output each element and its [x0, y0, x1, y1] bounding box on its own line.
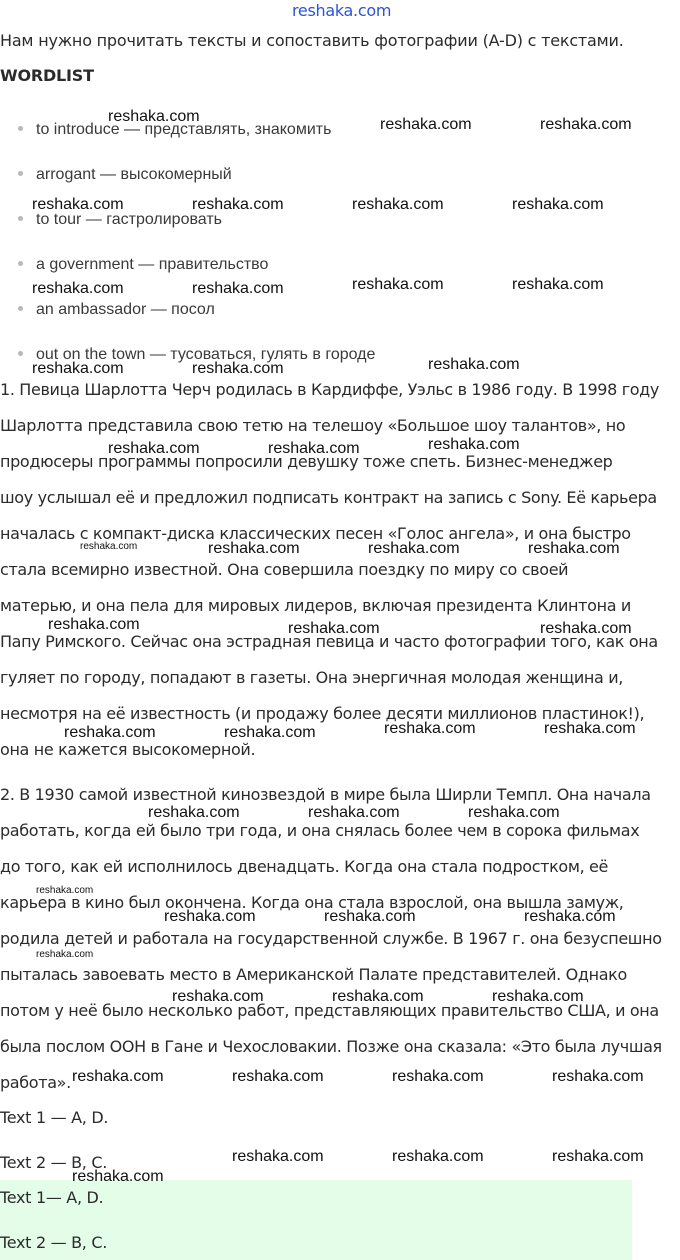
watermark: reshaka.com [352, 276, 444, 293]
watermark: reshaka.com [368, 540, 460, 557]
text-line: она не кажется высокомерной. [0, 740, 256, 759]
watermark: reshaka.com [552, 1148, 644, 1165]
watermark: reshaka.com [64, 724, 156, 741]
text-line: несмотря на её известность (и продажу более десяти миллионов пластинок!), [0, 704, 645, 723]
bullet-icon [18, 351, 23, 356]
wordlist-title: WORDLIST [0, 66, 94, 85]
watermark: reshaka.com [468, 804, 560, 821]
text-line: гуляет по городу, попадают в газеты. Она энергичная молодая женщина и, [0, 668, 624, 687]
bullet-icon [18, 126, 23, 131]
watermark: reshaka.com [232, 1068, 324, 1085]
watermark: reshaka.com [48, 616, 140, 633]
text-2-paragraph [0, 777, 662, 1101]
watermark: reshaka.com [308, 804, 400, 821]
watermark: reshaka.com [384, 720, 476, 737]
watermark: reshaka.com [192, 196, 284, 213]
text-line: Папу Римского. Сейчас она эстрадная певица и часто фотографии того, как она [0, 632, 658, 651]
text-line: работа». [0, 1073, 71, 1092]
watermark: reshaka.com [232, 1148, 324, 1165]
text-line: пыталась завоевать место в Американской Палате представителей. Однако [0, 965, 627, 984]
text-line: продюсеры программы попросили девушку тоже спеть. Бизнес-менеджер [0, 452, 613, 471]
intro-text: Нам нужно прочитать тексты и сопоставить фотографии (A-D) с текстами. [0, 31, 624, 50]
wordlist-item: out on the town — тусоваться, гулять в городе [18, 346, 375, 364]
watermark: reshaka.com [540, 116, 632, 133]
watermark: reshaka.com [392, 1068, 484, 1085]
watermark: reshaka.com [172, 988, 264, 1005]
watermark: reshaka.com [80, 541, 138, 552]
watermark: reshaka.com [224, 724, 316, 741]
wordlist-item: a government — правительство [18, 256, 268, 274]
watermark: reshaka.com [512, 276, 604, 293]
watermark: reshaka.com [208, 540, 300, 557]
text-line: карьера в кино был окончена. Когда она стала взрослой, она вышла замуж, [0, 893, 624, 912]
text-line: стала всемирно известной. Она совершила поездку по миру со своей [0, 560, 569, 579]
text-line: потом у неё было несколько работ, представляющих правительство США, и она [0, 1001, 659, 1020]
watermark: reshaka.com [540, 620, 632, 637]
watermark: reshaka.com [288, 620, 380, 637]
text-line: 1. Певица Шарлотта Черч родилась в Кардиффе, Уэльс в 1986 году. В 1998 году [0, 380, 660, 399]
text-line: шоу услышал её и предложил подписать контракт на запись с Sony. Её карьера [0, 488, 657, 507]
watermark: reshaka.com [36, 949, 94, 960]
watermark: reshaka.com [36, 885, 94, 896]
watermark: reshaka.com [492, 988, 584, 1005]
watermark: reshaka.com [32, 280, 124, 297]
watermark: reshaka.com [164, 908, 256, 925]
watermark: reshaka.com [352, 196, 444, 213]
watermark: reshaka.com [380, 116, 472, 133]
site-link[interactable]: reshaka.com [292, 1, 392, 20]
bullet-icon [18, 216, 23, 221]
watermark: reshaka.com [332, 988, 424, 1005]
text-line: матерью, и она пела для мировых лидеров, включая президента Клинтона и [0, 596, 631, 615]
watermark: reshaka.com [148, 804, 240, 821]
watermark: reshaka.com [32, 360, 124, 377]
text-1-paragraph [0, 372, 659, 768]
text-line: родила детей и работала на государственной службе. В 1967 г. она безуспешно [0, 929, 662, 948]
watermark: reshaka.com [392, 1148, 484, 1165]
bullet-icon [18, 171, 23, 176]
wordlist-item: to introduce — представлять, знакомить [18, 121, 331, 139]
wordlist-item: arrogant — высокомерный [18, 166, 232, 184]
watermark: reshaka.com [72, 1068, 164, 1085]
answer-text-1: Text 1 — A, D. [0, 1108, 109, 1127]
watermark: reshaka.com [108, 108, 200, 125]
watermark: reshaka.com [512, 196, 604, 213]
watermark: reshaka.com [428, 356, 520, 373]
bullet-icon [18, 306, 23, 311]
watermark: reshaka.com [72, 1168, 164, 1185]
watermark: reshaka.com [528, 540, 620, 557]
highlighted-answer-1: Text 1— A, D. [0, 1188, 104, 1207]
watermark: reshaka.com [524, 908, 616, 925]
watermark: reshaka.com [32, 196, 124, 213]
watermark: reshaka.com [428, 436, 520, 453]
watermark: reshaka.com [192, 360, 284, 377]
watermark: reshaka.com [268, 440, 360, 457]
text-line: была послом ООН в Гане и Чехословакии. Позже она сказала: «Это была лучшая [0, 1037, 662, 1056]
answer-text-2: Text 2 — B, C. [0, 1153, 108, 1172]
watermark: reshaka.com [544, 720, 636, 737]
text-line: работать, когда ей было три года, и она снялась более чем в сорока фильмах [0, 821, 640, 840]
watermark: reshaka.com [324, 908, 416, 925]
highlighted-answer-2: Text 2 — B, C. [0, 1233, 108, 1252]
watermark: reshaka.com [552, 1068, 644, 1085]
watermark: reshaka.com [108, 440, 200, 457]
wordlist-item: to tour — гастролировать [18, 211, 222, 229]
wordlist-item: an ambassador — посол [18, 301, 215, 319]
text-line: 2. В 1930 самой известной кинозвездой в мире была Ширли Темпл. Она начала [0, 785, 651, 804]
text-line: началась с компакт-диска классических песен «Голос ангела», и она быстро [0, 524, 631, 543]
text-line: до того, как ей исполнилось двенадцать. Когда она стала подростком, её [0, 857, 609, 876]
text-line: Шарлотта представила свою тетю на телешоу «Большое шоу талантов», но [0, 416, 626, 435]
watermark: reshaka.com [192, 280, 284, 297]
bullet-icon [18, 261, 23, 266]
